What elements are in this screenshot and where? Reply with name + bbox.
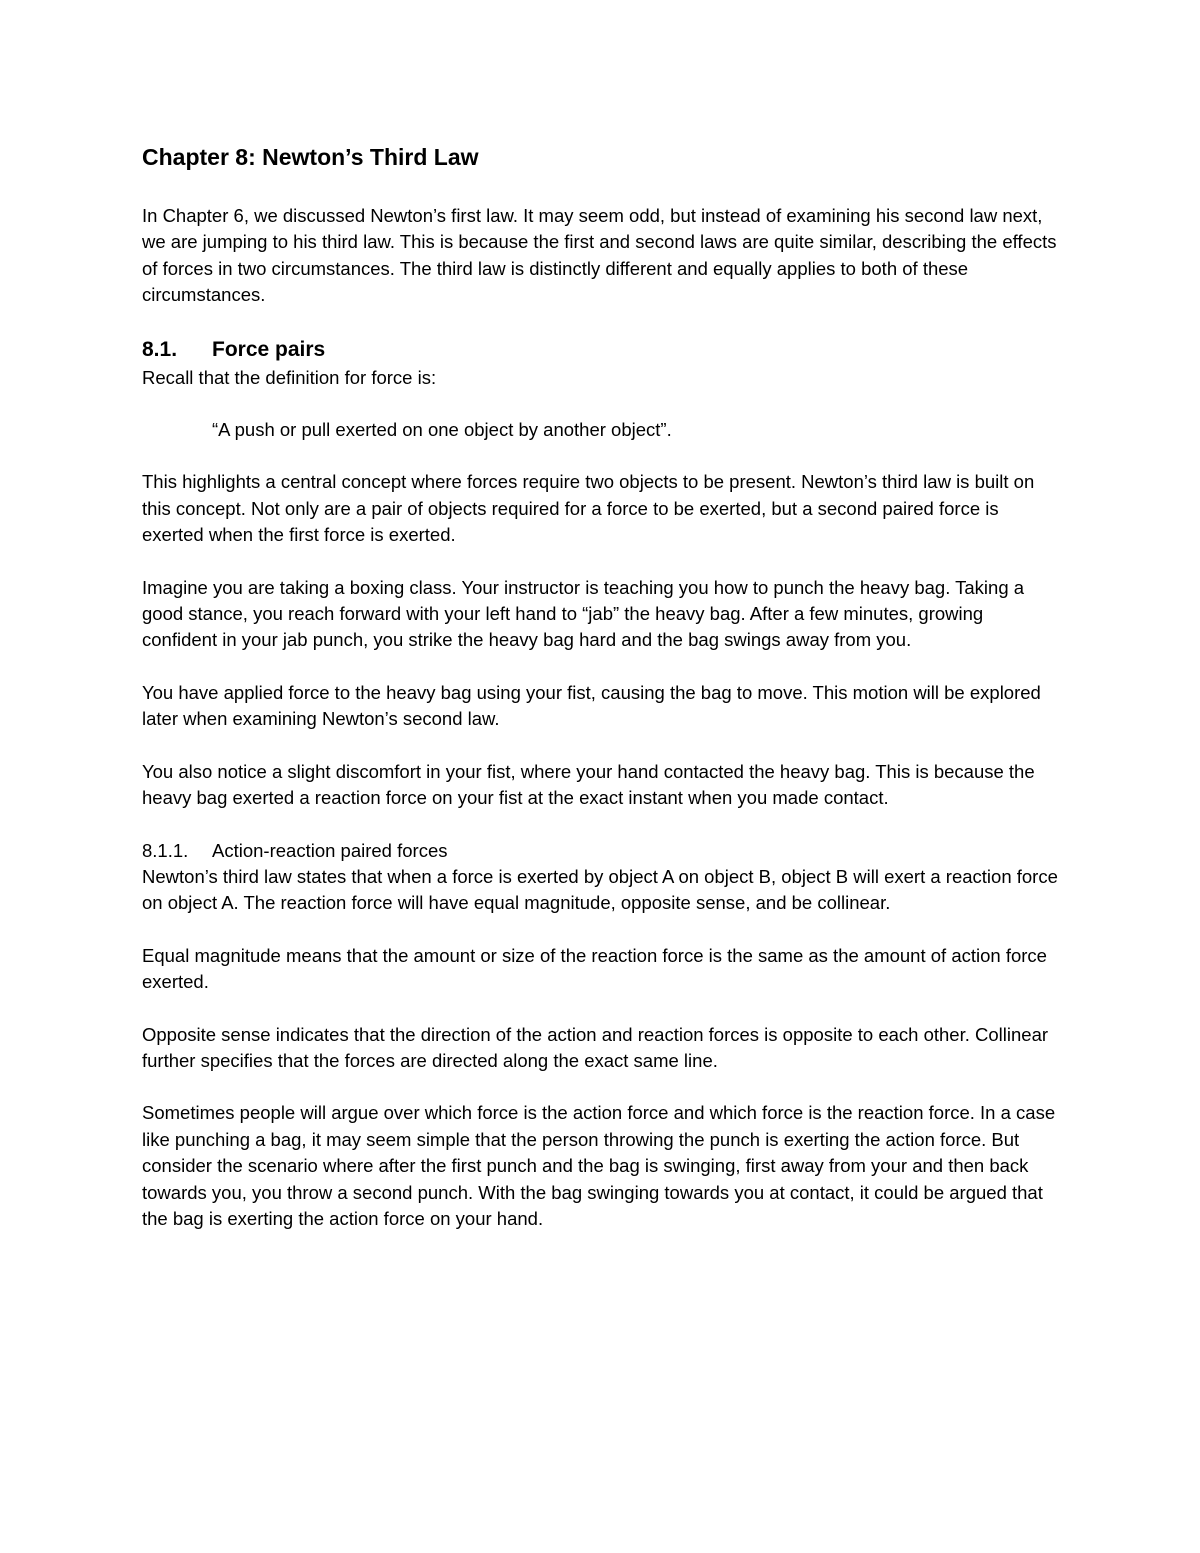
section-paragraph: This highlights a central concept where forces require two objects to be present. Newton’s third law is built on this concept. Not only are a pair of objects required for a force to be exerted, but a second paired force is exerted when the first force is exerted.	[142, 471, 1035, 546]
section-paragraph: You also notice a slight discomfort in your fist, where your hand contacted the heavy bag. This is because the heavy bag exerted a reaction force on your fist at the exact instant when you made contact.	[142, 760, 1035, 809]
subsection-paragraph: Newton’s third law states that when a force is exerted by object A on object B, object B will exert a reaction force on object A. The reaction force will have equal magnitude, opposite sense, and be collinear.	[142, 865, 1058, 914]
section-number: 8.1.	[142, 337, 178, 361]
subsection-paragraph: Equal magnitude means that the amount or size of the reaction force is the same as the amount of action force exerted.	[142, 944, 1047, 993]
subsection-title: Action-reaction paired forces	[212, 839, 448, 861]
section-title: Force pairs	[212, 337, 326, 361]
subsection-paragraph: Opposite sense indicates that the direction of the action and reaction forces is opposite to each other. Collinear further specifies that the forces are directed along the exact same line.	[142, 1023, 1049, 1071]
section-paragraph: You have applied force to the heavy bag using your fist, causing the bag to move. This motion will be explored later when examining Newton’s second law.	[142, 681, 1041, 730]
section-paragraph: Imagine you are taking a boxing class. Your instructor is teaching you how to punch the heavy bag. Taking a good stance, you reach forward with your left hand to “jab” the heavy bag. After a few minutes, growing confident in your jab punch, you strike the heavy bag hard and the bag swings away from you.	[142, 576, 1025, 651]
document-page	[142, 140, 1062, 1258]
intro-paragraph: In Chapter 6, we discussed Newton’s first law. It may seem odd, but instead of examining his second law next, we are jumping to his third law. This is because the first and second laws are quite similar, describing the effects of forces in two circumstances. The third law is distinctly different and equally applies to both of these circumstances.	[142, 205, 1057, 306]
subsection-heading	[142, 838, 1062, 864]
subsection-paragraph: Sometimes people will argue over which force is the action force and which force is the reaction force. In a case like punching a bag, it may seem simple that the person throwing the punch is exerting the action force. But consider the scenario where after the first punch and the bag is swinging, first away from your and then back towards you, you throw a second punch. With the bag swinging towards you at contact, it could be argued that the bag is exerting the action force on your hand.	[142, 1102, 1056, 1229]
definition-quote: “A push or pull exerted on one object by another object”.	[212, 419, 672, 441]
subsection-number: 8.1.1.	[142, 839, 189, 861]
chapter-title: Chapter 8: Newton’s Third Law	[142, 144, 479, 170]
section-heading	[142, 335, 1062, 365]
recall-paragraph: Recall that the definition for force is:	[142, 366, 437, 388]
